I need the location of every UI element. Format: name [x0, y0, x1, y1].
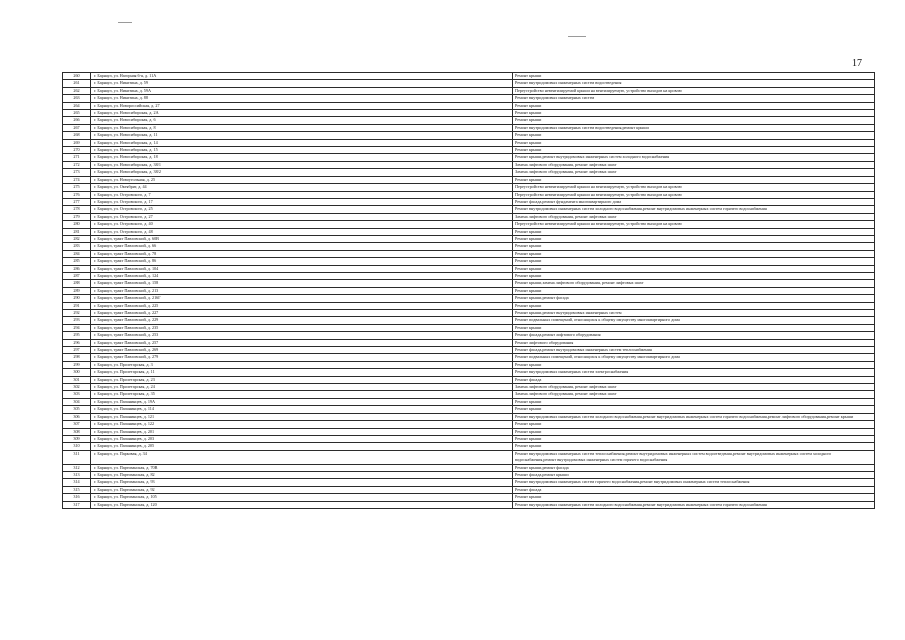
row-number: 305: [63, 406, 91, 413]
row-address: г. Барнаул, ул. Папанинцев, д. 114: [91, 406, 513, 413]
row-address: г. Барнаул, ул. Парковая, д. 34: [91, 450, 513, 464]
row-work: Ремонт крыши: [513, 421, 875, 428]
row-work: Замена лифтового оборудования, ремонт лифтовых шахт: [513, 213, 875, 220]
table-row: [63, 428, 875, 435]
row-address: г. Барнаул, ул. Партизанская, д. 70В: [91, 464, 513, 471]
row-address: г. Барнаул, тракт Павловский, д. 235: [91, 324, 513, 331]
table-row: [63, 198, 875, 205]
row-work: Ремонт внутридомовых инженерных систем холодного водоснабжения,ремонт внутридомовых инженерных систем горячего водоснабжения,ремонт лифтового оборудования,ремонт крыши: [513, 413, 875, 420]
row-work: Ремонт крыши,ремонт внутридомовых инженерных систем холодного водоснабжения: [513, 154, 875, 161]
row-address: г. Барнаул, ул. Островского, д. 25: [91, 206, 513, 213]
table-row: [63, 102, 875, 109]
row-address: г. Барнаул, ул. Партизанская, д. 92: [91, 486, 513, 493]
row-address: г. Барнаул, тракт Павловский, д. 86: [91, 258, 513, 265]
row-work: Ремонт крыши: [513, 235, 875, 242]
row-number: 298: [63, 354, 91, 361]
row-number: 287: [63, 272, 91, 279]
table-row: [63, 280, 875, 287]
row-number: 304: [63, 398, 91, 405]
table-row: [63, 384, 875, 391]
row-work: Ремонт крыши,ремонт фасада: [513, 295, 875, 302]
row-address: г. Барнаул, ул. Новосибирская, д. 15: [91, 147, 513, 154]
row-address: г. Барнаул, ул. Островского, д. 7: [91, 191, 513, 198]
table-row: [63, 501, 875, 508]
row-work: Ремонт крыши,ремонт внутридомовых инженерных систем: [513, 310, 875, 317]
row-number: 276: [63, 191, 91, 198]
row-address: г. Барнаул, тракт Павловский, д. 158: [91, 280, 513, 287]
table-row: [63, 80, 875, 87]
row-address: г. Барнаул, ул. Пролетарская, д. 3: [91, 361, 513, 368]
table-row: [63, 206, 875, 213]
row-number: 316: [63, 494, 91, 501]
row-address: г. Барнаул, ул. Пролетарская, д. 24: [91, 384, 513, 391]
row-number: 273: [63, 169, 91, 176]
row-number: 274: [63, 176, 91, 183]
table-row: [63, 317, 875, 324]
row-number: 311: [63, 450, 91, 464]
table-row: [63, 221, 875, 228]
row-address: г. Барнаул, ул. Октябрят, д. 44: [91, 184, 513, 191]
row-address: г. Барнаул, ул. Папанинцев, д. 203: [91, 435, 513, 442]
row-number: 293: [63, 317, 91, 324]
table-row: [63, 132, 875, 139]
row-work: Замена лифтового оборудования, ремонт лифтовых шахт: [513, 169, 875, 176]
row-number: 267: [63, 124, 91, 131]
row-work: Ремонт внутридомовых инженерных систем электроснабжения: [513, 369, 875, 376]
row-number: 290: [63, 295, 91, 302]
table-row: [63, 110, 875, 117]
row-work: Ремонт крыши: [513, 250, 875, 257]
row-number: 265: [63, 110, 91, 117]
row-work: Ремонт крыши: [513, 265, 875, 272]
row-address: г. Барнаул, тракт Павловский, д. 227: [91, 310, 513, 317]
table-row: [63, 486, 875, 493]
row-number: 284: [63, 250, 91, 257]
row-work: Ремонт лифтового оборудования: [513, 339, 875, 346]
row-address: г. Барнаул, ул. Новосибирская, д. 18: [91, 154, 513, 161]
row-address: г. Барнаул, ул. Островского, д. 40: [91, 221, 513, 228]
row-number: 280: [63, 221, 91, 228]
table-row: [63, 287, 875, 294]
table-row: [63, 95, 875, 102]
table-row: [63, 295, 875, 302]
row-work: Ремонт фасада: [513, 486, 875, 493]
table-row: [63, 147, 875, 154]
row-address: г. Барнаул, ул. Новосибирская, д. 38/2: [91, 169, 513, 176]
table-row: [63, 87, 875, 94]
row-address: г. Барнаул, тракт Павловский, д. 104: [91, 265, 513, 272]
row-number: 281: [63, 228, 91, 235]
row-work: Ремонт фасада,ремонт лифтового оборудования: [513, 332, 875, 339]
row-work: Ремонт крыши: [513, 147, 875, 154]
table-row: [63, 154, 875, 161]
table-row: [63, 369, 875, 376]
row-address: г. Барнаул, ул. Нагорная 6-я, д. 11А: [91, 73, 513, 80]
row-number: 312: [63, 464, 91, 471]
row-number: 306: [63, 413, 91, 420]
row-address: г. Барнаул, ул. Пролетарская, д. 23: [91, 376, 513, 383]
row-address: г. Барнаул, тракт Павловский, д. 253: [91, 332, 513, 339]
row-address: г. Барнаул, ул. Папанинцев, д. 201: [91, 428, 513, 435]
register-table: [62, 72, 875, 509]
row-number: 282: [63, 235, 91, 242]
row-work: Ремонт крыши: [513, 139, 875, 146]
row-work: Ремонт подвальных помещений, относящихся к общему имуществу многоквартирного дома: [513, 317, 875, 324]
row-address: г. Барнаул, ул. Папанинцев, д. 121: [91, 413, 513, 420]
table-row: [63, 361, 875, 368]
table-row: [63, 258, 875, 265]
row-address: г. Барнаул, ул. Новоугольная, д. 25: [91, 176, 513, 183]
row-address: г. Барнаул, ул. Новосибирская, д. 11: [91, 132, 513, 139]
row-work: Ремонт крыши: [513, 428, 875, 435]
table-row: [63, 391, 875, 398]
row-work: Ремонт фасада,ремонт фундамента многоквартирного дома: [513, 198, 875, 205]
row-work: Ремонт крыши: [513, 302, 875, 309]
row-number: 315: [63, 486, 91, 493]
row-number: 266: [63, 117, 91, 124]
row-address: г. Барнаул, ул. Новороссийская, д. 27: [91, 102, 513, 109]
row-number: 299: [63, 361, 91, 368]
row-work: Переустройство невентилируемой крыши на вентилируемую, устройство выходов на кровлю: [513, 191, 875, 198]
table-row: [63, 73, 875, 80]
table-row: [63, 413, 875, 420]
row-work: Ремонт крыши: [513, 324, 875, 331]
row-work: Ремонт крыши: [513, 494, 875, 501]
row-address: г. Барнаул, тракт Павловский, д. 66: [91, 243, 513, 250]
row-work: Ремонт внутридомовых инженерных систем холодного водоснабжения,ремонт внутридомовых инженерных систем горячего водоснабжения: [513, 501, 875, 508]
row-address: г. Барнаул, тракт Павловский, д. 225: [91, 302, 513, 309]
table-row: [63, 332, 875, 339]
row-address: г. Барнаул, ул. Партизанская, д. 82: [91, 471, 513, 478]
row-number: 296: [63, 339, 91, 346]
row-work: Ремонт внутридомовых инженерных систем теплоснабжения,ремонт внутридомовых инженерных систем водоотведения,ремонт внутридомовых инженерных систем холодного водоснабжения,ремонт внутридомовых инженерных систем горячего водоснабжения: [513, 450, 875, 464]
table-row: [63, 302, 875, 309]
row-work: Ремонт внутридомовых инженерных систем водоотведения: [513, 80, 875, 87]
row-work: Ремонт крыши: [513, 102, 875, 109]
table-row: [63, 310, 875, 317]
row-work: Ремонт внутридомовых инженерных систем горячего водоснабжения,ремонт внутридомовых инженерных систем теплоснабжения: [513, 479, 875, 486]
row-address: г. Барнаул, тракт Павловский, д. 279: [91, 354, 513, 361]
row-work: Ремонт крыши: [513, 73, 875, 80]
row-number: 275: [63, 184, 91, 191]
row-work: Ремонт крыши: [513, 110, 875, 117]
row-work: Ремонт крыши: [513, 243, 875, 250]
row-work: Ремонт фасада: [513, 376, 875, 383]
row-number: 310: [63, 443, 91, 450]
row-work: Ремонт крыши,ремонт фасада: [513, 464, 875, 471]
row-address: г. Барнаул, тракт Павловский, д. 229: [91, 317, 513, 324]
row-work: Ремонт крыши: [513, 272, 875, 279]
row-work: Ремонт крыши: [513, 443, 875, 450]
row-number: 301: [63, 376, 91, 383]
row-address: г. Барнаул, ул. Новосибирская, д. 38/1: [91, 161, 513, 168]
row-work: Ремонт крыши: [513, 258, 875, 265]
table-row: [63, 421, 875, 428]
row-address: г. Барнаул, ул. Новосибирская, д. 2А: [91, 110, 513, 117]
row-number: 285: [63, 258, 91, 265]
row-number: 307: [63, 421, 91, 428]
scan-mark: [568, 36, 586, 37]
row-number: 270: [63, 147, 91, 154]
row-address: г. Барнаул, тракт Павловский, д. 60В: [91, 235, 513, 242]
table-row: [63, 161, 875, 168]
row-address: г. Барнаул, тракт Павловский, д. 257: [91, 339, 513, 346]
row-work: Ремонт крыши: [513, 398, 875, 405]
row-address: г. Барнаул, ул. Островского, д. 27: [91, 213, 513, 220]
table-row: [63, 213, 875, 220]
row-number: 295: [63, 332, 91, 339]
table-row: [63, 347, 875, 354]
row-work: Ремонт крыши: [513, 117, 875, 124]
row-number: 268: [63, 132, 91, 139]
row-work: Ремонт крыши: [513, 435, 875, 442]
row-address: г. Барнаул, ул. Партизанская, д. 120: [91, 501, 513, 508]
table-row: [63, 376, 875, 383]
table-row: [63, 464, 875, 471]
row-address: г. Барнаул, ул. Партизанская, д. 105: [91, 494, 513, 501]
row-work: Переустройство невентилируемой крыши на вентилируемую, устройство выходов на кровлю: [513, 87, 875, 94]
row-address: г. Барнаул, ул. Папанинцев, д. 205: [91, 443, 513, 450]
row-address: г. Барнаул, ул. Новосибирская, д. 8: [91, 124, 513, 131]
row-number: 263: [63, 95, 91, 102]
row-work: Замена лифтового оборудования, ремонт лифтовых шахт: [513, 391, 875, 398]
table-row: [63, 272, 875, 279]
row-address: г. Барнаул, ул. Партизанская, д. 93: [91, 479, 513, 486]
row-address: г. Барнаул, ул. Пролетарская, д. 11: [91, 369, 513, 376]
row-number: 278: [63, 206, 91, 213]
table-row: [63, 169, 875, 176]
row-work: Ремонт крыши: [513, 287, 875, 294]
row-address: г. Барнаул, тракт Павловский, д. 216Г: [91, 295, 513, 302]
row-number: 261: [63, 80, 91, 87]
table-row: [63, 435, 875, 442]
row-work: Замена лифтового оборудования, ремонт лифтовых шахт: [513, 161, 875, 168]
register-table-body: [63, 73, 875, 509]
table-row: [63, 228, 875, 235]
row-address: г. Барнаул, ул. Новосибирская, д. 6: [91, 117, 513, 124]
table-row: [63, 450, 875, 464]
row-work: Замена лифтового оборудования, ремонт лифтовых шахт: [513, 384, 875, 391]
row-number: 277: [63, 198, 91, 205]
row-address: г. Барнаул, ул. Пролетарская, д. 35: [91, 391, 513, 398]
row-address: г. Барнаул, тракт Павловский, д. 213: [91, 287, 513, 294]
table-row: [63, 324, 875, 331]
row-work: Ремонт крыши: [513, 176, 875, 183]
row-number: 289: [63, 287, 91, 294]
row-number: 272: [63, 161, 91, 168]
row-number: 303: [63, 391, 91, 398]
row-number: 286: [63, 265, 91, 272]
row-number: 300: [63, 369, 91, 376]
table-row: [63, 406, 875, 413]
page-number: 17: [852, 58, 862, 69]
row-work: Ремонт фасада,ремонт крыши: [513, 471, 875, 478]
row-number: 294: [63, 324, 91, 331]
row-work: Ремонт внутридомовых инженерных систем холодного водоснабжения,ремонт внутридомовых инженерных систем горячего водоснабжения: [513, 206, 875, 213]
row-work: Ремонт крыши,замена лифтового оборудования, ремонт лифтовых шахт: [513, 280, 875, 287]
row-number: 288: [63, 280, 91, 287]
table-row: [63, 494, 875, 501]
table-row: [63, 184, 875, 191]
row-address: г. Барнаул, тракт Павловский, д. 269: [91, 347, 513, 354]
table-row: [63, 117, 875, 124]
table-row: [63, 479, 875, 486]
table-row: [63, 235, 875, 242]
table-row: [63, 471, 875, 478]
row-work: Ремонт крыши: [513, 228, 875, 235]
row-number: 309: [63, 435, 91, 442]
table-row: [63, 139, 875, 146]
row-address: г. Барнаул, тракт Павловский, д. 78: [91, 250, 513, 257]
row-address: г. Барнаул, ул. Никитина, д. 88: [91, 95, 513, 102]
row-number: 317: [63, 501, 91, 508]
row-number: 314: [63, 479, 91, 486]
row-address: г. Барнаул, ул. Новосибирская, д. 14: [91, 139, 513, 146]
table-row: [63, 354, 875, 361]
row-work: Ремонт фасада,ремонт внутридомовых инженерных систем теплоснабжения: [513, 347, 875, 354]
row-address: г. Барнаул, ул. Островского, д. 48: [91, 228, 513, 235]
row-work: Ремонт внутридомовых инженерных систем водоотведения,ремонт крыши: [513, 124, 875, 131]
row-address: г. Барнаул, ул. Папанинцев, д. 19А: [91, 398, 513, 405]
row-work: Ремонт подвальных помещений, относящихся к общему имуществу многоквартирного дома: [513, 354, 875, 361]
row-work: Переустройство невентилируемой крыши на вентилируемую, устройство выходов на кровлю: [513, 184, 875, 191]
row-number: 262: [63, 87, 91, 94]
scan-mark: [118, 22, 132, 23]
row-number: 297: [63, 347, 91, 354]
row-address: г. Барнаул, ул. Островского, д. 17: [91, 198, 513, 205]
row-number: 291: [63, 302, 91, 309]
row-number: 269: [63, 139, 91, 146]
row-number: 264: [63, 102, 91, 109]
table-row: [63, 339, 875, 346]
row-number: 260: [63, 73, 91, 80]
row-number: 283: [63, 243, 91, 250]
row-work: Ремонт крыши: [513, 361, 875, 368]
row-address: г. Барнаул, ул. Папанинцев, д. 122: [91, 421, 513, 428]
row-address: г. Барнаул, ул. Никитина, д. 59: [91, 80, 513, 87]
row-number: 308: [63, 428, 91, 435]
table-row: [63, 124, 875, 131]
table-row: [63, 443, 875, 450]
row-number: 292: [63, 310, 91, 317]
row-number: 279: [63, 213, 91, 220]
table-row: [63, 265, 875, 272]
table-row: [63, 176, 875, 183]
row-number: 302: [63, 384, 91, 391]
row-work: Ремонт внутридомовых инженерных систем: [513, 95, 875, 102]
row-work: Ремонт крыши: [513, 132, 875, 139]
table-row: [63, 398, 875, 405]
row-address: г. Барнаул, тракт Павловский, д. 124: [91, 272, 513, 279]
row-address: г. Барнаул, ул. Никитина, д. 59А: [91, 87, 513, 94]
row-work: Переустройство невентилируемой крыши на вентилируемую, устройство выходов на кровлю: [513, 221, 875, 228]
row-number: 313: [63, 471, 91, 478]
row-number: 271: [63, 154, 91, 161]
table-row: [63, 250, 875, 257]
row-work: Ремонт крыши: [513, 406, 875, 413]
table-row: [63, 191, 875, 198]
table-row: [63, 243, 875, 250]
